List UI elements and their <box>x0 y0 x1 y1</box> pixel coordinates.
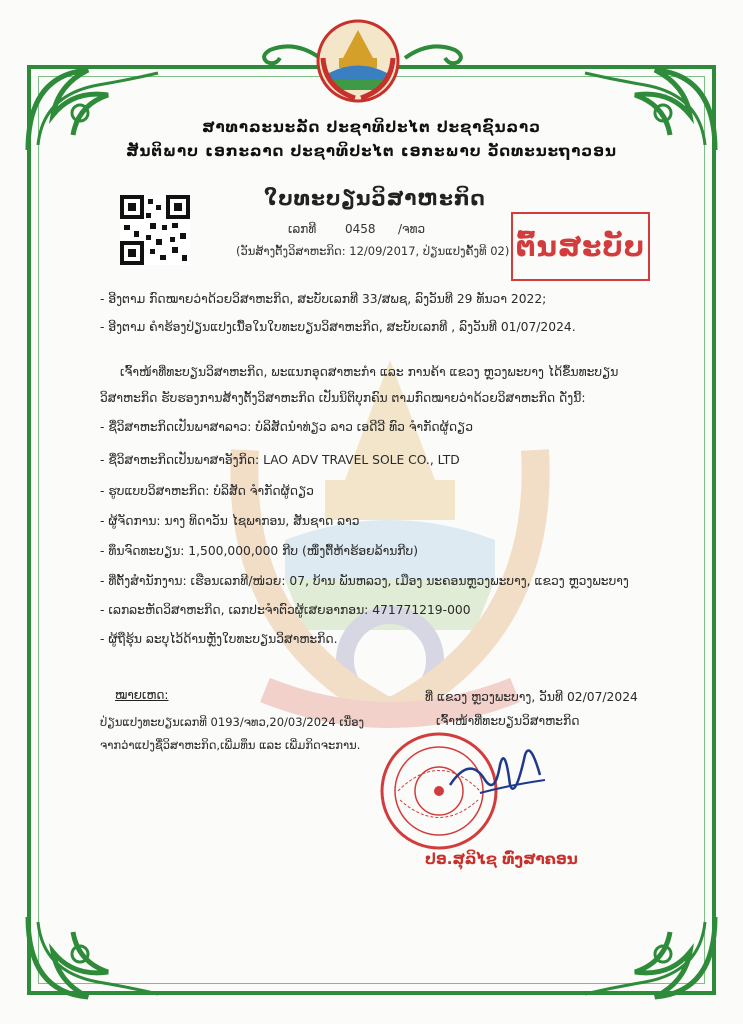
country-name: ສາທາລະນະລັດ ປະຊາທິປະໄຕ ປະຊາຊົນລາວ <box>202 118 541 136</box>
registration-number-suffix: /ຈທວ <box>398 222 426 236</box>
item-office-address: - ທີ່ຕັ້ງສໍານັກງານ: ເຮືອນເລກທີ/ໜ່ວຍ: 07, ບ້ານ ພັນຫລວງ, ເມືອງ ນະຄອນຫຼວງພະບາງ, ແຂວງ ຫຼວງພະບາງ <box>100 574 629 588</box>
handwritten-signature <box>440 735 550 805</box>
remarks-line-2: ຈາກວ່າແປງຊື່ວິສາຫະກິດ,ເພີ່ມທຶນ ແລະ ເພີ່ມກິດຈະການ. <box>100 738 361 752</box>
corner-ornament-bottom-right <box>575 912 725 1012</box>
qr-code <box>120 195 190 265</box>
corner-ornament-top-left <box>18 55 168 155</box>
item-shareholders-note: - ຜູ້ຖືຮຸ້ນ ລະບຸໄວ້ດ້ານຫຼັງໃບທະບຽນວິສາຫະກິດ. <box>100 632 338 646</box>
original-copy-stamp: ຕົ້ນສະບັບ <box>511 212 650 281</box>
national-emblem <box>315 18 401 104</box>
reference-request: - ອີງຕາມ ຄໍາຮ້ອງປ່ຽນແປງເນື້ອໃນໃບທະບຽນວິສາຫະກິດ, ສະບັບເລກທີ , ລົງວັນທີ 01/07/2024. <box>100 320 576 334</box>
reference-law: - ອີງຕາມ ກົດໝາຍວ່າດ້ວຍວິສາຫະກິດ, ສະບັບເລກທີ 33/ສພຊ, ລົງວັນທີ 29 ທັນວາ 2022; <box>100 292 547 306</box>
item-english-name: - ຊື່ວິສາຫະກິດເປັນພາສາອັງກິດ: LAO ADV TRAVEL SOLE CO., LTD <box>100 453 460 467</box>
item-company-type: - ຮູບແບບວິສາຫະກິດ: ບໍລິສັດ ຈໍາກັດຜູ້ດຽວ <box>100 484 314 498</box>
item-tax-id: - ເລກລະຫັດວິສາຫະກິດ, ເລກປະຈໍາຕົວຜູ້ເສຍອາກອນ: 471771219-000 <box>100 603 471 617</box>
body-intro-line-1: ເຈົ້າໜ້າທີ່ທະບຽນວິສາຫະກິດ, ພະແນກອຸດສາຫະກໍາ ແລະ ການຄ້າ ແຂວງ ຫຼວງພະບາງ ໄດ້ຂຶ້ນທະບຽນ <box>120 365 619 379</box>
corner-ornament-bottom-left <box>18 912 168 1012</box>
emblem-watermark <box>225 330 555 730</box>
top-scroll-ornament-right <box>400 38 470 68</box>
body-intro-line-2: ວິສາຫະກິດ ຮັບຮອງການສ້າງຕັ້ງວິສາຫະກິດ ເປັນນິຕິບຸກຄົນ ຕາມກົດໝາຍວ່າດ້ວຍວິສາຫະກິດ ດັ່ງນີ້: <box>100 391 586 405</box>
registration-number-label: ເລກທີ <box>288 222 317 236</box>
signer-name: ປອ.ສຸລິໄຊ ທົ່ງສາຄອນ <box>425 850 578 868</box>
national-motto: ສັນຕິພາບ ເອກະລາດ ປະຊາທິປະໄຕ ເອກະພາບ ວັດທະນະຖາວອນ <box>126 142 617 160</box>
item-lao-name: - ຊື່ວິສາຫະກິດເປັນພາສາລາວ: ບໍລິສັດນໍາທ່ຽວ ລາວ ເອດີວີ ທົວ ຈໍາກັດຜູ້ດຽວ <box>100 420 473 434</box>
authority-title: ເຈົ້າໜ້າທີ່ທະບຽນວິສາຫະກິດ <box>436 714 580 728</box>
place-and-date: ທີ່ ແຂວງ ຫຼວງພະບາງ, ວັນທີ 02/07/2024 <box>425 690 638 704</box>
corner-ornament-top-right <box>575 55 725 155</box>
certificate-title: ໃບທະບຽນວິສາຫະກິດ <box>264 186 486 210</box>
establishment-note: (ວັນສ້າງຕັ້ງວິສາຫະກິດ: 12/09/2017, ປ່ຽນແປງຄັ້ງທີ 02) <box>236 244 510 258</box>
remarks-heading: ໝາຍເຫດ: <box>115 688 169 702</box>
item-manager: - ຜູ້ຈັດການ: ນາງ ທິດາວັນ ໄຊພາກອນ, ສັນຊາດ ລາວ <box>100 514 360 528</box>
registration-number: 0458 <box>345 222 376 236</box>
item-registered-capital: - ທຶນຈົດທະບຽນ: 1,500,000,000 ກີບ (ໜຶ່ງຕື້ຫ້າຮ້ອຍລ້ານກີບ) <box>100 544 419 558</box>
remarks-line-1: ປ່ຽນແປງທະບຽນເລກທີ 0193/ຈທວ,20/03/2024 ເນື່ອງ <box>100 715 365 729</box>
